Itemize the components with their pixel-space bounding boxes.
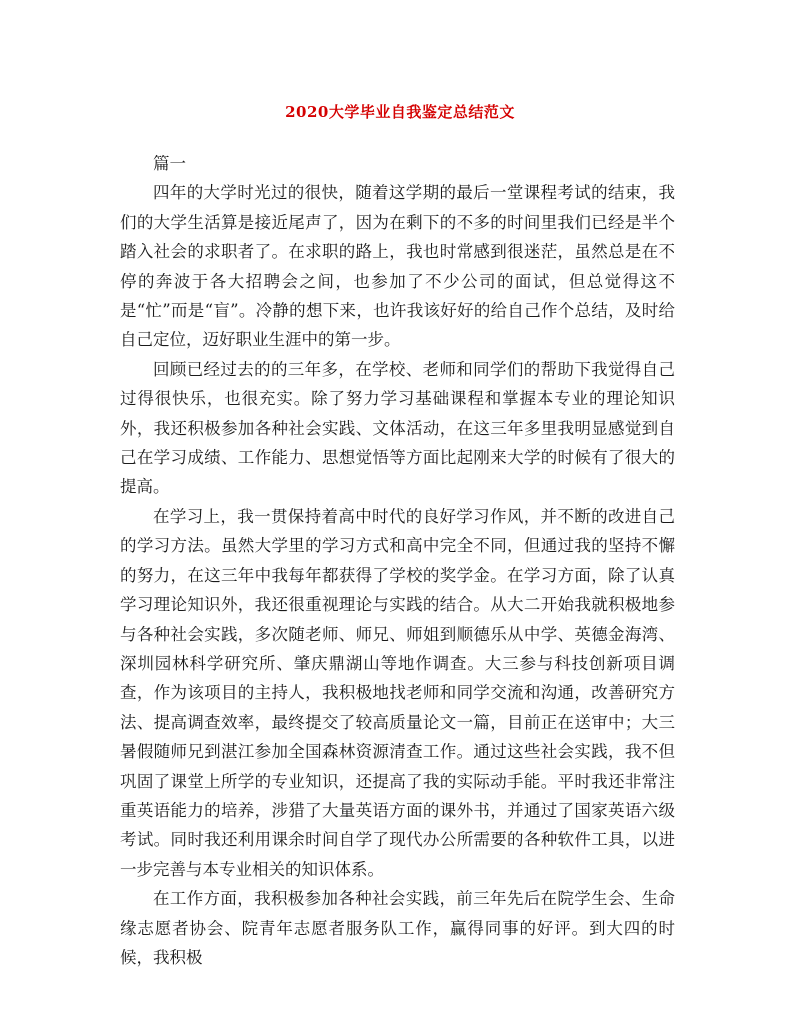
- document-title: 2020大学毕业自我鉴定总结范文: [285, 103, 515, 121]
- paragraph-3: 在学习上，我一贯保持着高中时代的良好学习作风，并不断的改进自己的学习方法。虽然大学里的学习方式和高中完全不同，但通过我的坚持不懈的努力，在这三年中我每年都获得了学校的奖学金。在学习方面，除了认真学习理论知识外，我还很重视理论与实践的结合。从大二开始我就积极地参与各种社会实践，多次随老师、师兄、师姐到顺德乐从中学、英德金海湾、深圳园林科学研究所、肇庆鼎湖山等地作调查。大三参与科技创新项目调查，作为该项目的主持人，我积极地找老师和同学交流和沟通，改善研究方法、提高调查效率，最终提交了较高质量论文一篇，目前正在送审中；大三暑假随师兄到湛江参加全国森林资源清查工作。通过这些社会实践，我不但巩固了课堂上所学的专业知识，还提高了我的实际动手能。平时我还非常注重英语能力的培养，涉猎了大量英语方面的课外书，并通过了国家英语六级考试。同时我还利用课余时间自学了现代办公所需要的各种软件工具，以进一步完善与本专业相关的知识体系。: [120, 506, 675, 879]
- paragraph-2: 回顾已经过去的的三年多，在学校、老师和同学们的帮助下我觉得自己过得很快乐，也很充实。除了努力学习基础课程和掌握本专业的理论知识外，我还积极参加各种社会实践、文体活动，在这三年多里我明显感觉到自己在学习成绩、工作能力、思想觉悟等方面比起刚来大学的时候有了很大的提高。: [120, 359, 675, 497]
- document-body: [120, 149, 675, 972]
- paragraph-1: 四年的大学时光过的很快，随着这学期的最后一堂课程考试的结束，我们的大学生活算是接近尾声了，因为在剩下的不多的时间里我们已经是半个踏入社会的求职者了。在求职的路上，我也时常感到很迷茫，虽然总是在不停的奔波于各大招聘会之间，也参加了不少公司的面试，但总觉得这不是“忙”而是“盲”。冷静的想下来，也许我该好好的给自己作个总结，及时给自己定位，迈好职业生涯中的第一步。: [120, 183, 675, 350]
- paragraph-4: 在工作方面，我积极参加各种社会实践，前三年先后在院学生会、生命缘志愿者协会、院青年志愿者服务队工作，赢得同事的好评。到大四的时候，我积极: [120, 889, 675, 967]
- section-label: 篇一: [153, 154, 186, 173]
